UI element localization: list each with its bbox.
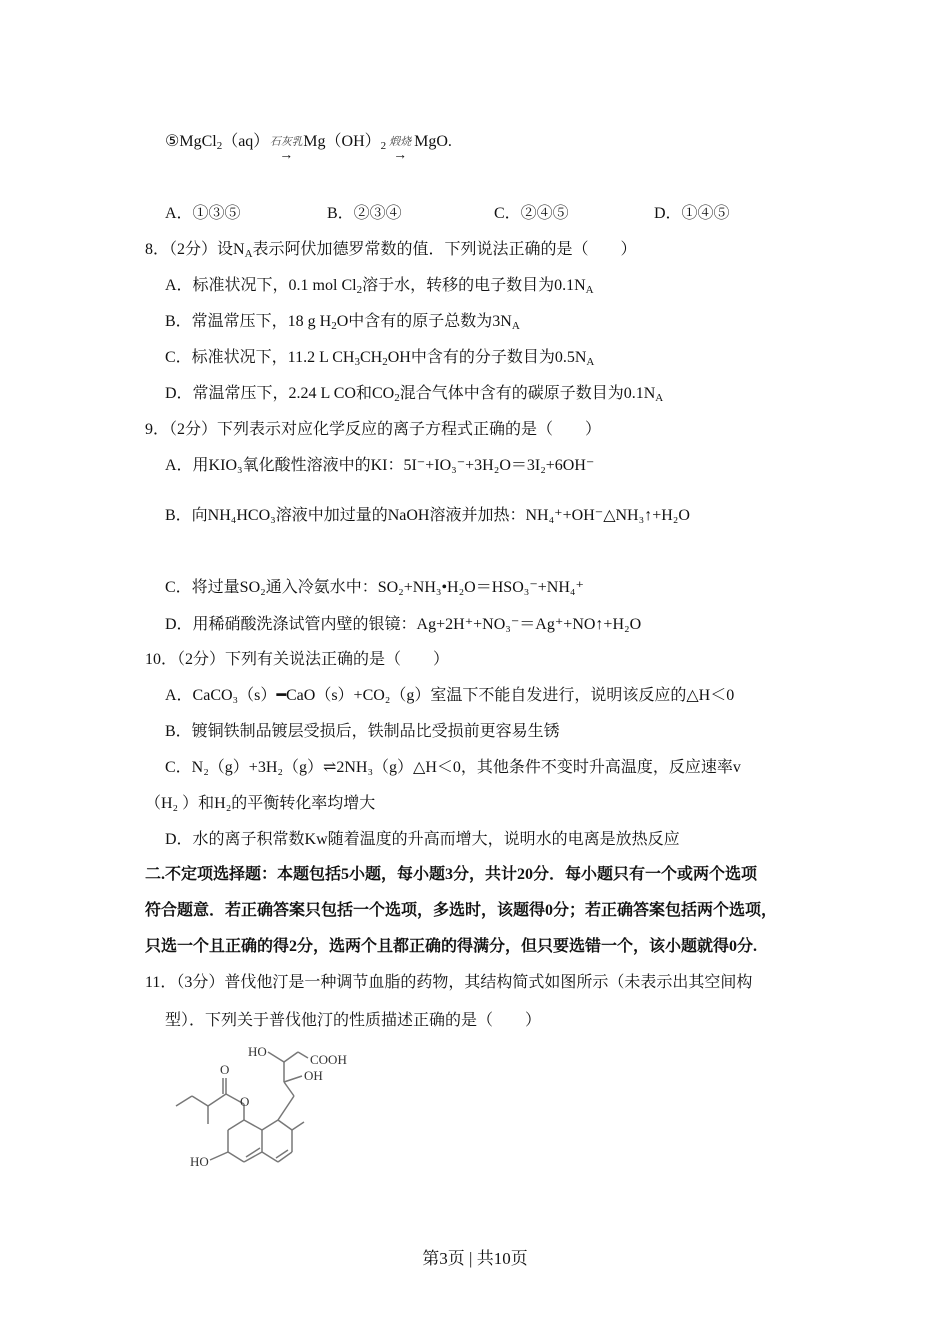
q8-option-b: B．常温常压下，18 g $H_2O$中含有的原子总数为$3N_A$ <box>165 313 520 332</box>
pravastatin-structure <box>160 1038 380 1198</box>
q9-option-a: A．用KIO₃氧化酸性溶液中的KI：5I⁻+IO₃⁻+3H₂O＝3I₂+6OH⁻ <box>165 457 595 474</box>
structure-label-o: O <box>220 1062 230 1077</box>
q10-option-a: A．CaCO₃（s）━CaO（s）+CO₂（g）室温下不能自发进行，说明该反应的△H＜0 <box>165 687 735 704</box>
q11-line1: 11．（3分）普伐他汀是一种调节血脂的药物，其结构简式如图所示（未表示出其空间构 <box>145 974 753 991</box>
structure-label-ho-top: HO <box>248 1044 267 1059</box>
q9-option-c: C．将过量SO₂通入冷氨水中：SO₂+NH₃•H₂O＝HSO₃⁻+NH₄⁺ <box>165 579 584 596</box>
q8-option-d: D．常温常压下，2.24 L CO和$CO_2$混合气体中含有的碳原子数目为$0.1N_A$ <box>165 385 664 404</box>
choice-a: A．①③⑤ <box>165 205 241 222</box>
q9-option-d: D．用稀硝酸洗涤试管内壁的银镜：Ag+2H⁺+NO₃⁻＝Ag⁺+NO↑+H₂O <box>165 616 642 633</box>
q10-option-c-line2: （H₂ ）和H₂的平衡转化率均增大 <box>145 795 376 812</box>
choice-b: B．②③④ <box>327 205 402 222</box>
q11-line2: 型）．下列关于普伐他汀的性质描述正确的是（ ） <box>165 1012 542 1029</box>
structure-label-cooh: COOH <box>310 1052 347 1067</box>
condition-label: 煅烧 <box>389 136 412 148</box>
q9-option-b: B．向NH₄HCO₃溶液中加过量的NaOH溶液并加热：NH₄⁺+OH⁻△NH₃↑+H₂O <box>165 507 690 524</box>
q8-stem: 8．（2分）设$N_A$表示阿伏加德罗常数的值．下列说法正确的是（ ） <box>145 241 637 260</box>
structure-label-o2: O <box>240 1094 250 1109</box>
q8-option-a: A．标准状况下，0.1 mol $Cl_2$溶于水，转移的电子数目为$0.1N_A$ <box>165 277 594 296</box>
section2-line2: 符合题意．若正确答案只包括一个选项，多选时，该题得0分；若正确答案包括两个选项， <box>145 902 778 919</box>
page-footer: 第3页 | 共10页 <box>422 1249 528 1268</box>
structure-label-ho-bottom: HO <box>190 1154 209 1169</box>
q10-option-d: D．水的离子积常数Kw随着温度的升高而增大，说明水的电离是放热反应 <box>165 831 680 848</box>
section2-line1: 二.不定项选择题：本题包括5小题，每小题3分，共计20分．每小题只有一个或两个选项 <box>145 866 758 883</box>
choice-c: C．②④⑤ <box>494 205 569 222</box>
q7-item5: ⑤MgCl$_2$（aq）石灰乳 → $Mg(OH)_2$ 煅烧 → MgO. <box>165 133 452 163</box>
section2-line3: 只选一个且正确的得2分，选两个且都正确的得满分，但只要选错一个，该小题就得0分. <box>145 938 758 955</box>
structure-label-oh: OH <box>304 1068 323 1083</box>
q10-option-c-line1: C．N₂（g）+3H₂（g）⇌2NH₃（g）△H＜0，其他条件不变时升高温度，反应速率v <box>165 759 741 776</box>
q10-option-b: B．镀铜铁制品镀层受损后，铁制品比受损前更容易生锈 <box>165 723 560 740</box>
q9-stem: 9．（2分）下列表示对应化学反应的离子方程式正确的是（ ） <box>145 421 602 438</box>
choice-d: D．①④⑤ <box>654 205 730 222</box>
reagent-label: 石灰乳 <box>269 136 303 148</box>
q8-option-c: C．标准状况下，11.2 L $CH_3CH_2OH$中含有的分子数目为$0.5N_A$ <box>165 349 595 368</box>
q10-stem: 10．（2分）下列有关说法正确的是（ ） <box>145 651 450 668</box>
